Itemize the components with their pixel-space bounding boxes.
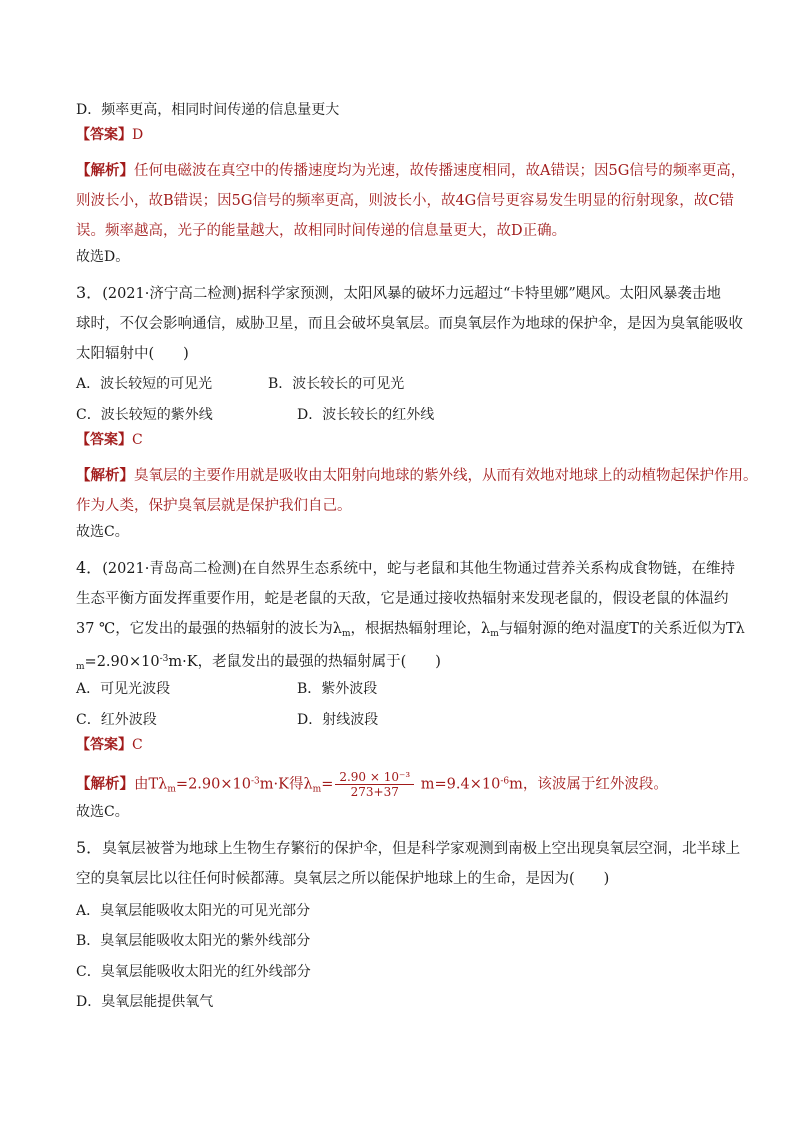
explanation-prev-line1 [76, 162, 745, 180]
explanation-label: 【解析】 [76, 775, 134, 793]
subscript: m [341, 629, 351, 639]
question-3-line3: 太阳辐射中( ) [76, 346, 189, 362]
text-segment: =2.90×10 [84, 654, 160, 670]
fraction [335, 770, 414, 799]
question-4-line1 [76, 559, 735, 578]
question-3-text: (2021·济宁高二检测)据科学家预测，太阳风暴的破坏力远超过“卡特里娜”飓风。太阳风暴袭击地 [102, 286, 721, 302]
text-segment: m=9.4×10 [416, 776, 501, 793]
question-3-option-a: A．波长较短的可见光 [76, 376, 213, 392]
option-d-prev: D．频率更高，相同时间传递的信息量更大 [76, 102, 340, 118]
subscript: m [312, 784, 322, 795]
subscript: m [167, 784, 176, 795]
question-3-explanation-line2: 作为人类，保护臭氧层就是保护我们自己。 [76, 498, 352, 514]
question-5-option-a: A．臭氧层能吸收太阳光的可见光部分 [76, 903, 311, 919]
explanation-prev-line2: 则波长小，故B错误；因5G信号的频率更高，则波长小，故4G信号更容易发生明显的衍射现象，故C错 [76, 193, 734, 209]
question-4-option-b: B．紫外波段 [297, 681, 378, 697]
text-segment: = [321, 776, 334, 793]
text-segment: =2.90×10 [175, 776, 251, 793]
answer-value: C [132, 737, 143, 753]
question-3-line1 [76, 284, 721, 303]
question-4-line4 [76, 650, 441, 676]
question-3-answer [76, 431, 143, 449]
answer-label: 【答案】 [76, 737, 132, 753]
question-5-line2: 空的臭氧层比以往任何时候都薄。臭氧层之所以能保护地球上的生命，是因为( ) [76, 871, 610, 887]
explanation-text: 臭氧层的主要作用就是吸收由太阳射向地球的紫外线，从而有效地对地球上的动植物起保护作用。 [134, 468, 758, 484]
question-3-number: 3． [76, 283, 103, 302]
question-4-answer [76, 736, 143, 754]
text-segment: 与辐射源的绝对温度T的关系近似为Tλ [498, 621, 745, 637]
question-4-text: (2021·青岛高二检测)在自然界生态系统中，蛇与老鼠和其他生物通过营养关系构成食物链，在维持 [102, 561, 736, 577]
explanation-label: 【解析】 [76, 162, 134, 179]
question-5-option-b: B．臭氧层能吸收太阳光的紫外线部分 [76, 933, 311, 949]
answer-label: 【答案】 [76, 432, 132, 448]
fraction-denominator: 273+37 [350, 785, 399, 799]
question-5-option-c: C．臭氧层能吸收太阳光的红外线部分 [76, 964, 311, 980]
fraction-numerator: 2.90 × 10⁻³ [335, 770, 414, 785]
question-3-explanation-line1 [76, 467, 758, 485]
answer-prev [76, 126, 143, 144]
question-4-choice: 故选C。 [76, 804, 129, 820]
subscript: m [490, 629, 499, 639]
text-segment: 由Tλ [134, 776, 168, 793]
question-3-choice: 故选C。 [76, 524, 129, 540]
text-segment: m·K得λ [259, 776, 313, 793]
answer-value: C [132, 432, 143, 448]
explanation-prev-line3: 误。频率越高，光子的能量越大，故相同时间传递的信息量更大，故D正确。 [76, 223, 567, 239]
question-4-number: 4． [76, 558, 103, 577]
question-4-line2: 生态平衡方面发挥重要作用，蛇是老鼠的天敌，它是通过接收热辐射来发现老鼠的，假设老鼠的体温约 [76, 591, 729, 607]
question-3-option-c: C．波长较短的紫外线 [76, 407, 213, 423]
text-segment: m·K，老鼠发出的最强的热辐射属于( ) [168, 654, 441, 670]
question-3-option-b: B．波长较长的可见光 [268, 376, 405, 392]
question-3-line2: 球时，不仅会影响通信，威胁卫星，而且会破坏臭氧层。而臭氧层作为地球的保护伞，是因为臭氧能吸收 [76, 316, 743, 332]
question-4-option-d: D．射线波段 [297, 712, 379, 728]
question-5-option-d: D．臭氧层能提供氧气 [76, 994, 214, 1010]
question-4-explanation [76, 770, 668, 801]
question-4-option-c: C．红外波段 [76, 712, 157, 728]
choice-prev: 故选D。 [76, 249, 130, 265]
subscript: m [76, 662, 85, 672]
question-4-option-a: A．可见光波段 [76, 681, 171, 697]
explanation-text: 任何电磁波在真空中的传播速度均为光速，故传播速度相同，故A错误；因5G信号的频率更高， [134, 163, 746, 179]
answer-label: 【答案】 [76, 127, 132, 143]
question-4-line3 [76, 620, 745, 643]
superscript: -3 [159, 654, 169, 664]
text-segment: ，根据热辐射理论，λ [350, 621, 491, 637]
question-5-text: 臭氧层被誉为地球上生物生存繁衍的保护伞，但是科学家观测到南极上空出现臭氧层空洞，北半球上 [102, 841, 741, 857]
superscript: -3 [250, 776, 260, 787]
text-segment: 37 ℃，它发出的最强的热辐射的波长为λ [76, 621, 342, 637]
question-3-option-d: D．波长较长的红外线 [297, 407, 435, 423]
explanation-label: 【解析】 [76, 467, 134, 484]
superscript: -6 [500, 776, 510, 787]
question-5-line1 [76, 839, 740, 858]
question-5-number: 5． [76, 838, 103, 857]
text-segment: m，该波属于红外波段。 [509, 776, 668, 793]
answer-value: D [132, 127, 144, 143]
